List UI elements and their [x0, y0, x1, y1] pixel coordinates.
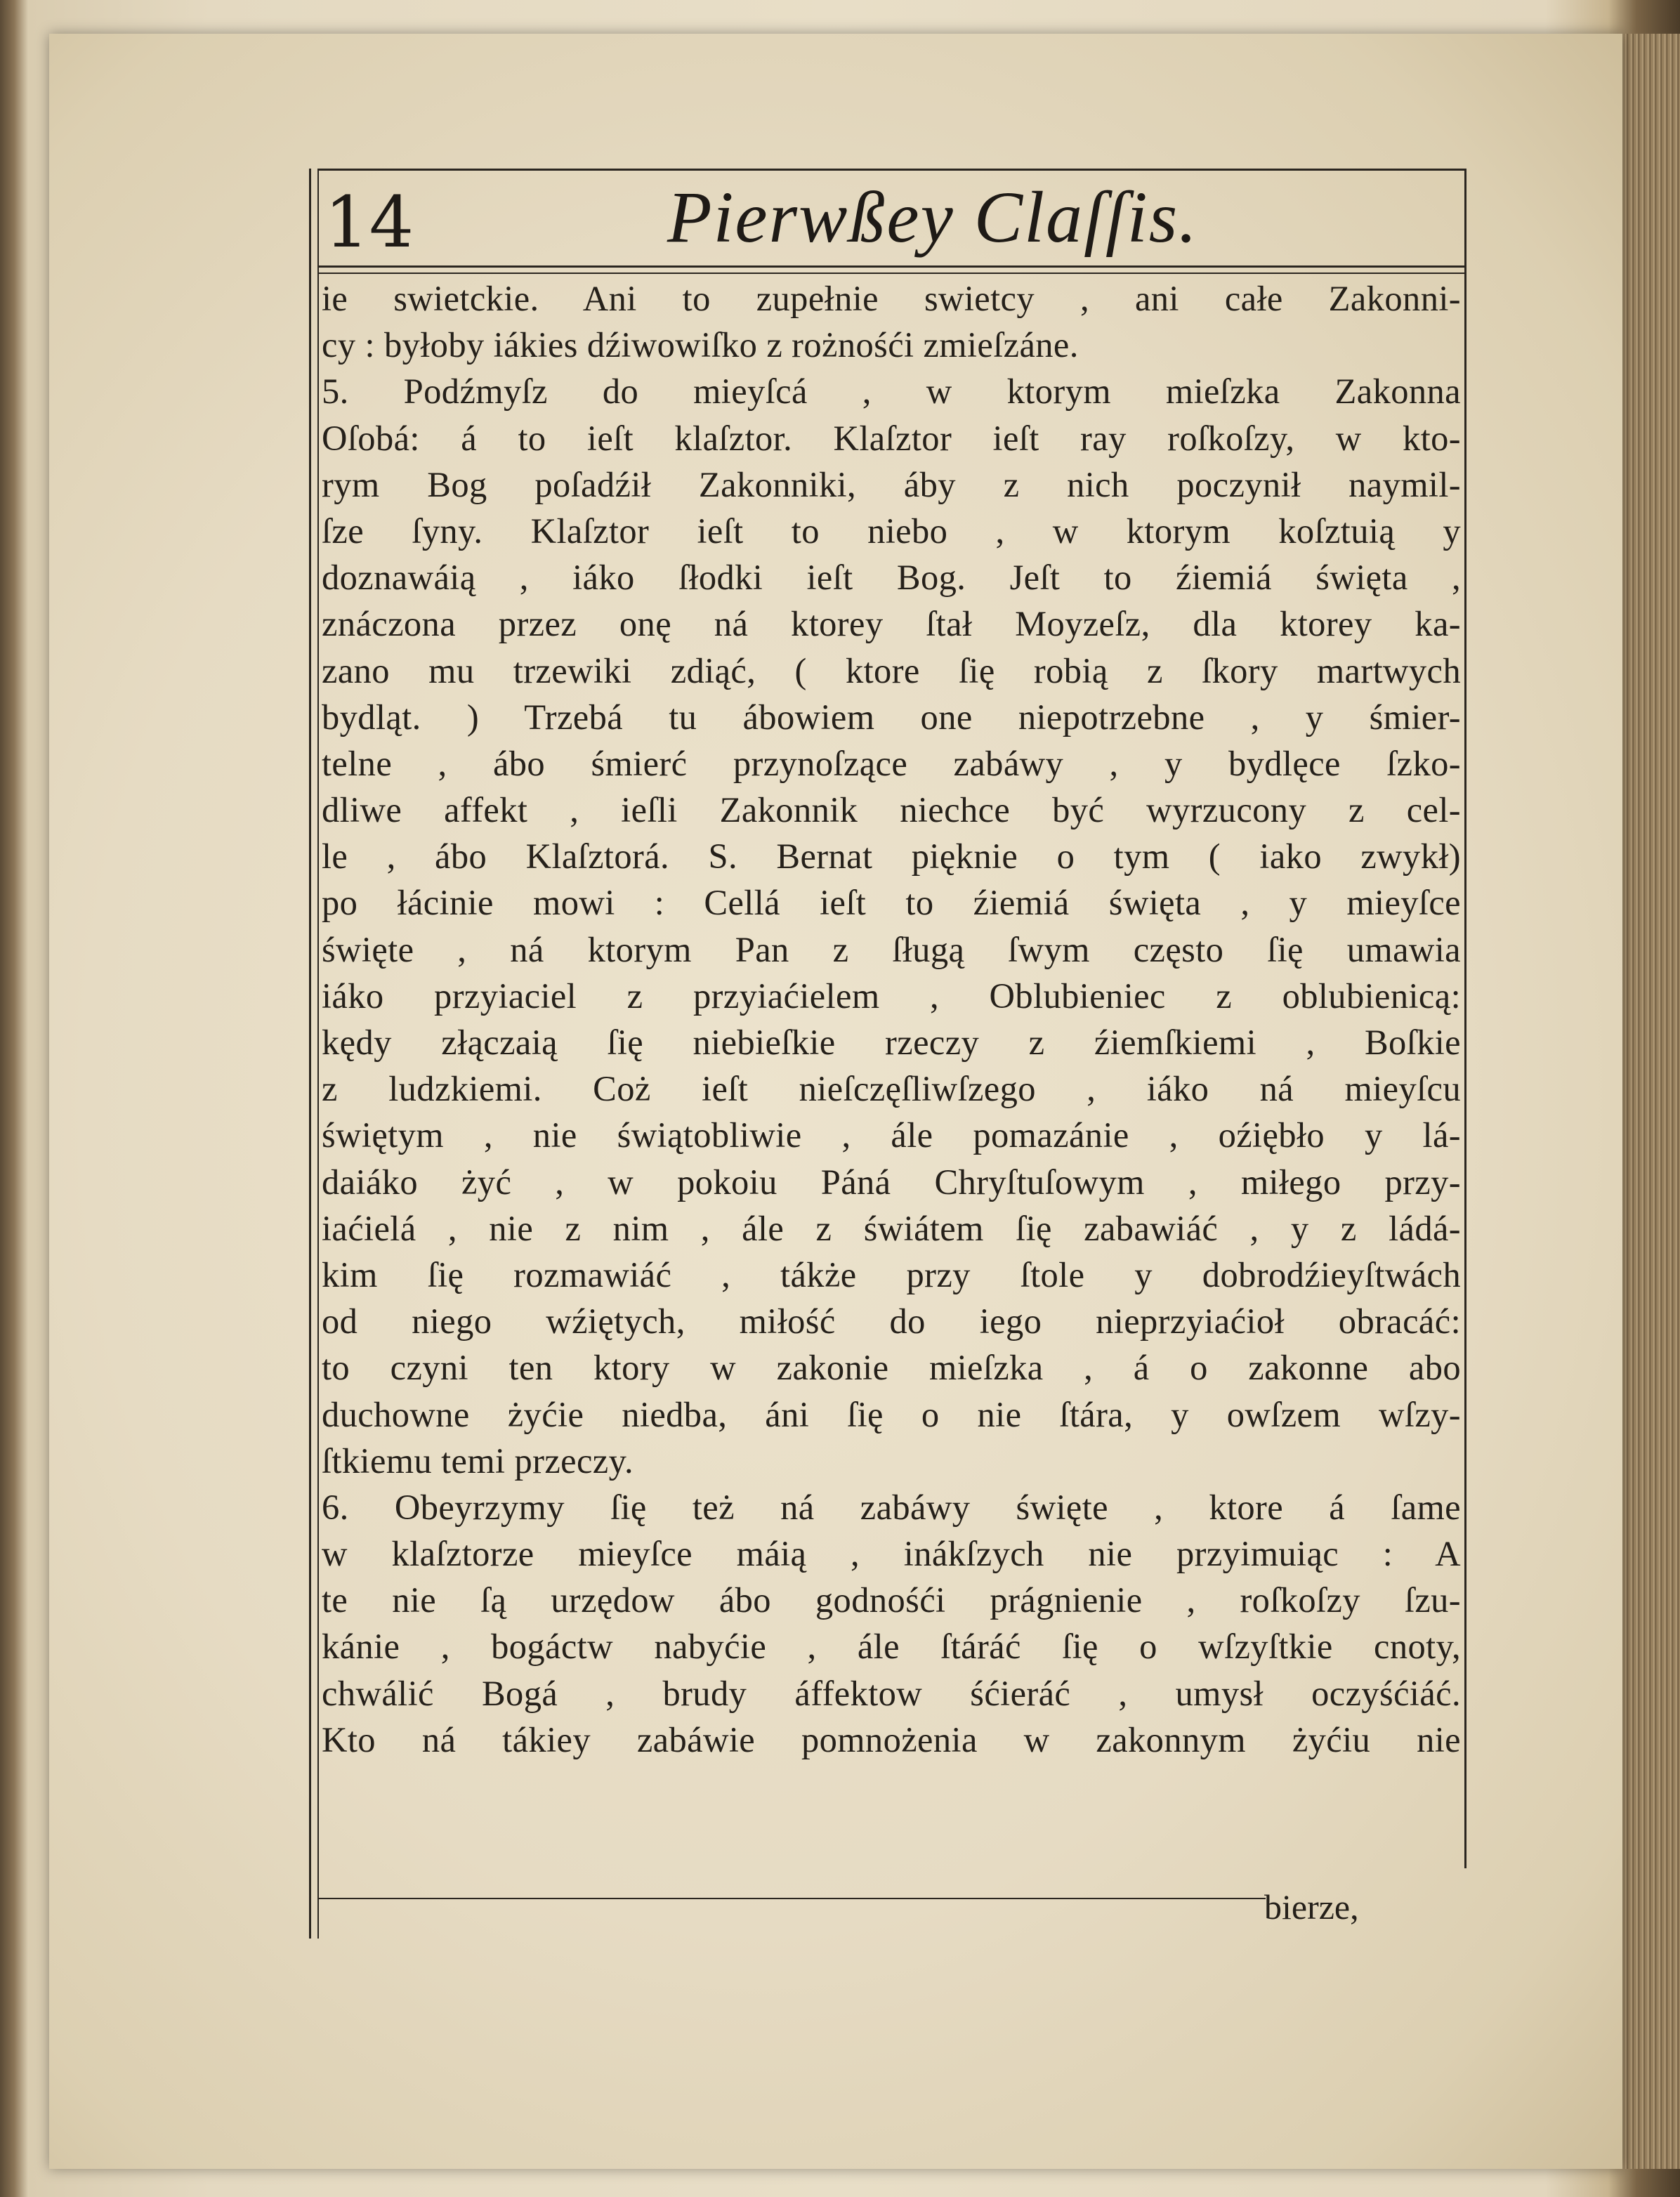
- text-line: ſtkiemu temi przeczy.: [322, 1441, 634, 1481]
- page-number: 14: [324, 181, 414, 263]
- text-line: kánie , bogáctw nabyćie , ále ſtáráć ſię o wſzyſtkie cnoty,: [322, 1627, 1461, 1667]
- text-line: w klaſztorze mieyſce máią , inákſzych nie przyimuiąc : A: [322, 1534, 1461, 1574]
- text-line: 6. Obeyrzymy ſię też ná zabáwy święte , ktore á ſame: [322, 1487, 1461, 1527]
- page-edge: [1624, 34, 1680, 2169]
- text-line: Oſobá: á to ieſt klaſztor. Klaſztor ieſt ray roſkoſzy, w kto-: [322, 418, 1461, 458]
- text-line: kim ſię rozmawiáć , tákże przy ſtole y dobrodźieyſtwách: [322, 1254, 1461, 1294]
- text-line: święte , ná ktorym Pan z ſługą ſwym często ſię umawia: [322, 929, 1461, 969]
- frame-rule-left-inner: [317, 169, 319, 1939]
- frame-rule-top: [317, 169, 1465, 171]
- text-line: to czyni ten ktory w zakonie mieſzka , á o zakonne abo: [322, 1348, 1461, 1388]
- text-line: cy : byłoby iákies dźiwowiſko z rożnośći zmieſzáne.: [322, 325, 1079, 365]
- footer-rule: [317, 1898, 1266, 1899]
- text-line: ie swietckie. Ani to zupełnie swietcy , ani całe Zakonni-: [322, 279, 1461, 318]
- text-line: telne , ábo śmierć przynoſzące zabáwy , y bydlęce ſzko-: [322, 743, 1461, 783]
- text-line: po łácinie mowi : Cellá ieſt to źiemiá święta , y mieyſce: [322, 883, 1461, 923]
- text-line: duchowne żyćie niedba, áni ſię o nie ſtára, y owſzem wſzy-: [322, 1394, 1461, 1434]
- body-text: [322, 275, 1461, 1763]
- frame-rule-right: [1464, 169, 1466, 1868]
- text-line: te nie ſą urzędow ábo godnośći prágnienie , roſkoſzy ſzu-: [322, 1580, 1461, 1620]
- frame-rule-left: [309, 169, 311, 1939]
- text-line: dliwe affekt , ieſli Zakonnik niechce być wyrzucony z cel-: [322, 790, 1461, 830]
- text-line: 5. Podźmyſz do mieyſcá , w ktorym mieſzka Zakonna: [322, 372, 1461, 412]
- text-line: bydląt. ) Trzebá tu ábowiem one niepotrzebne , y śmier-: [322, 697, 1461, 737]
- text-line: świętym , nie świątobliwie , ále pomazánie , oźiębło y lá-: [322, 1115, 1461, 1155]
- text-line: znáczona przez onę ná ktorey ſtał Moyzeſz, dla ktorey ka-: [322, 604, 1461, 644]
- header-rule: [317, 265, 1465, 268]
- text-line: iáko przyiaciel z przyiaćielem , Oblubieniec z oblubienicą:: [322, 976, 1461, 1016]
- running-title: Pierwßey Claſſis.: [667, 177, 1199, 258]
- header-rule-double: [317, 273, 1465, 274]
- text-line: zano mu trzewiki zdiąć, ( ktore ſię robią z ſkory martwych: [322, 650, 1461, 690]
- text-line: kędy złączaią ſię niebieſkie rzeczy z źiemſkiemi , Boſkie: [322, 1023, 1461, 1062]
- catchword: bierze,: [1264, 1887, 1359, 1927]
- text-line: iaćielá , nie z nim , ále z świátem ſię zabawiáć , y z ládá-: [322, 1208, 1461, 1248]
- text-line: rym Bog poſadźił Zakonniki, áby z nich poczynił naymil-: [322, 464, 1461, 504]
- text-line: ſze ſyny. Klaſztor ieſt to niebo , w ktorym koſztuią y: [322, 511, 1461, 551]
- text-line: Kto ná tákiey zabáwie pomnożenia w zakonnym żyćiu nie: [322, 1719, 1461, 1759]
- text-line: daiáko żyć , w pokoiu Páná Chryſtuſowym , miłego przy-: [322, 1162, 1461, 1202]
- text-line: chwálić Bogá , brudy áffektow śćieráć , umysł oczyśćiáć.: [322, 1673, 1461, 1713]
- text-line: z ludzkiemi. Coż ieſt nieſczęſliwſzego , iáko ná mieyſcu: [322, 1069, 1461, 1109]
- text-line: doznawáią , iáko ſłodki ieſt Bog. Jeſt to źiemiá święta ,: [322, 558, 1461, 598]
- text-line: od niego wźiętych, miłość do iego nieprzyiaćioł obracáć:: [322, 1301, 1461, 1342]
- text-line: le , ábo Klaſztorá. S. Bernat pięknie o tym ( iako zwykł): [322, 837, 1461, 877]
